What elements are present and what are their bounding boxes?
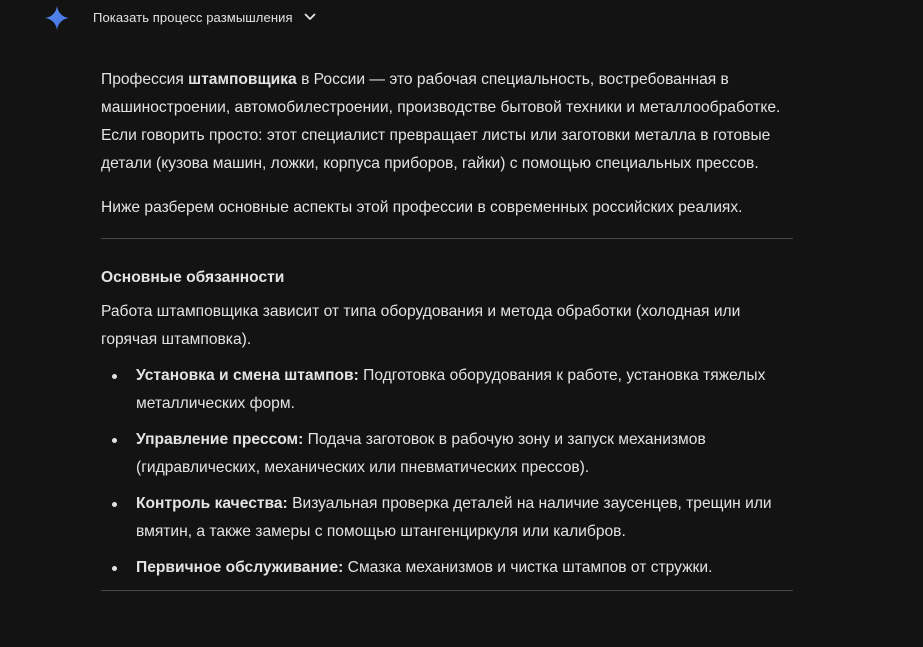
list-item: Установка и смена штампов: Подготовка оборудования к работе, установка тяжелых металлических форм.	[101, 362, 793, 418]
bullet-icon	[112, 566, 117, 571]
divider	[101, 238, 793, 239]
intro-paragraph: Профессия штамповщика в России — это рабочая специальность, востребованная в машиностроении, автомобилестроении, производстве бытовой техники и металлообработке. Если говорить просто: этот специалист превращает листы или заготовки металла в готовые детали (кузова машин, ложки, корпуса приборов, гайки) с помощью специальных прессов.	[101, 71, 781, 172]
bullet-icon	[112, 374, 117, 379]
response-header	[0, 0, 923, 34]
show-thinking-label: Показать процесс размышления	[93, 9, 293, 25]
duties-list	[101, 362, 793, 582]
chevron-down-icon	[303, 10, 317, 24]
list-item: Первичное обслуживание: Смазка механизмов и чистка штампов от стружки.	[101, 554, 793, 582]
list-item: Контроль качества: Визуальная проверка деталей на наличие заусенцев, трещин или вмятин, а также замеры с помощью штангенциркуля или калибров.	[101, 490, 793, 546]
gemini-spark-icon	[44, 5, 70, 31]
section-heading: Основные обязанности	[101, 269, 285, 286]
divider	[101, 590, 793, 591]
bullet-icon	[112, 438, 117, 443]
section-intro: Работа штамповщика зависит от типа оборудования и метода обработки (холодная или горячая штамповка).	[101, 303, 741, 348]
response-body	[101, 66, 793, 591]
intro-bold-term: штамповщика	[188, 71, 297, 88]
lead-paragraph: Ниже разберем основные аспекты этой профессии в современных российских реалиях.	[101, 199, 743, 216]
show-thinking-toggle[interactable]	[93, 6, 317, 28]
list-item: Управление прессом: Подача заготовок в рабочую зону и запуск механизмов (гидравлических, механических или пневматических прессов).	[101, 426, 793, 482]
bullet-icon	[112, 502, 117, 507]
